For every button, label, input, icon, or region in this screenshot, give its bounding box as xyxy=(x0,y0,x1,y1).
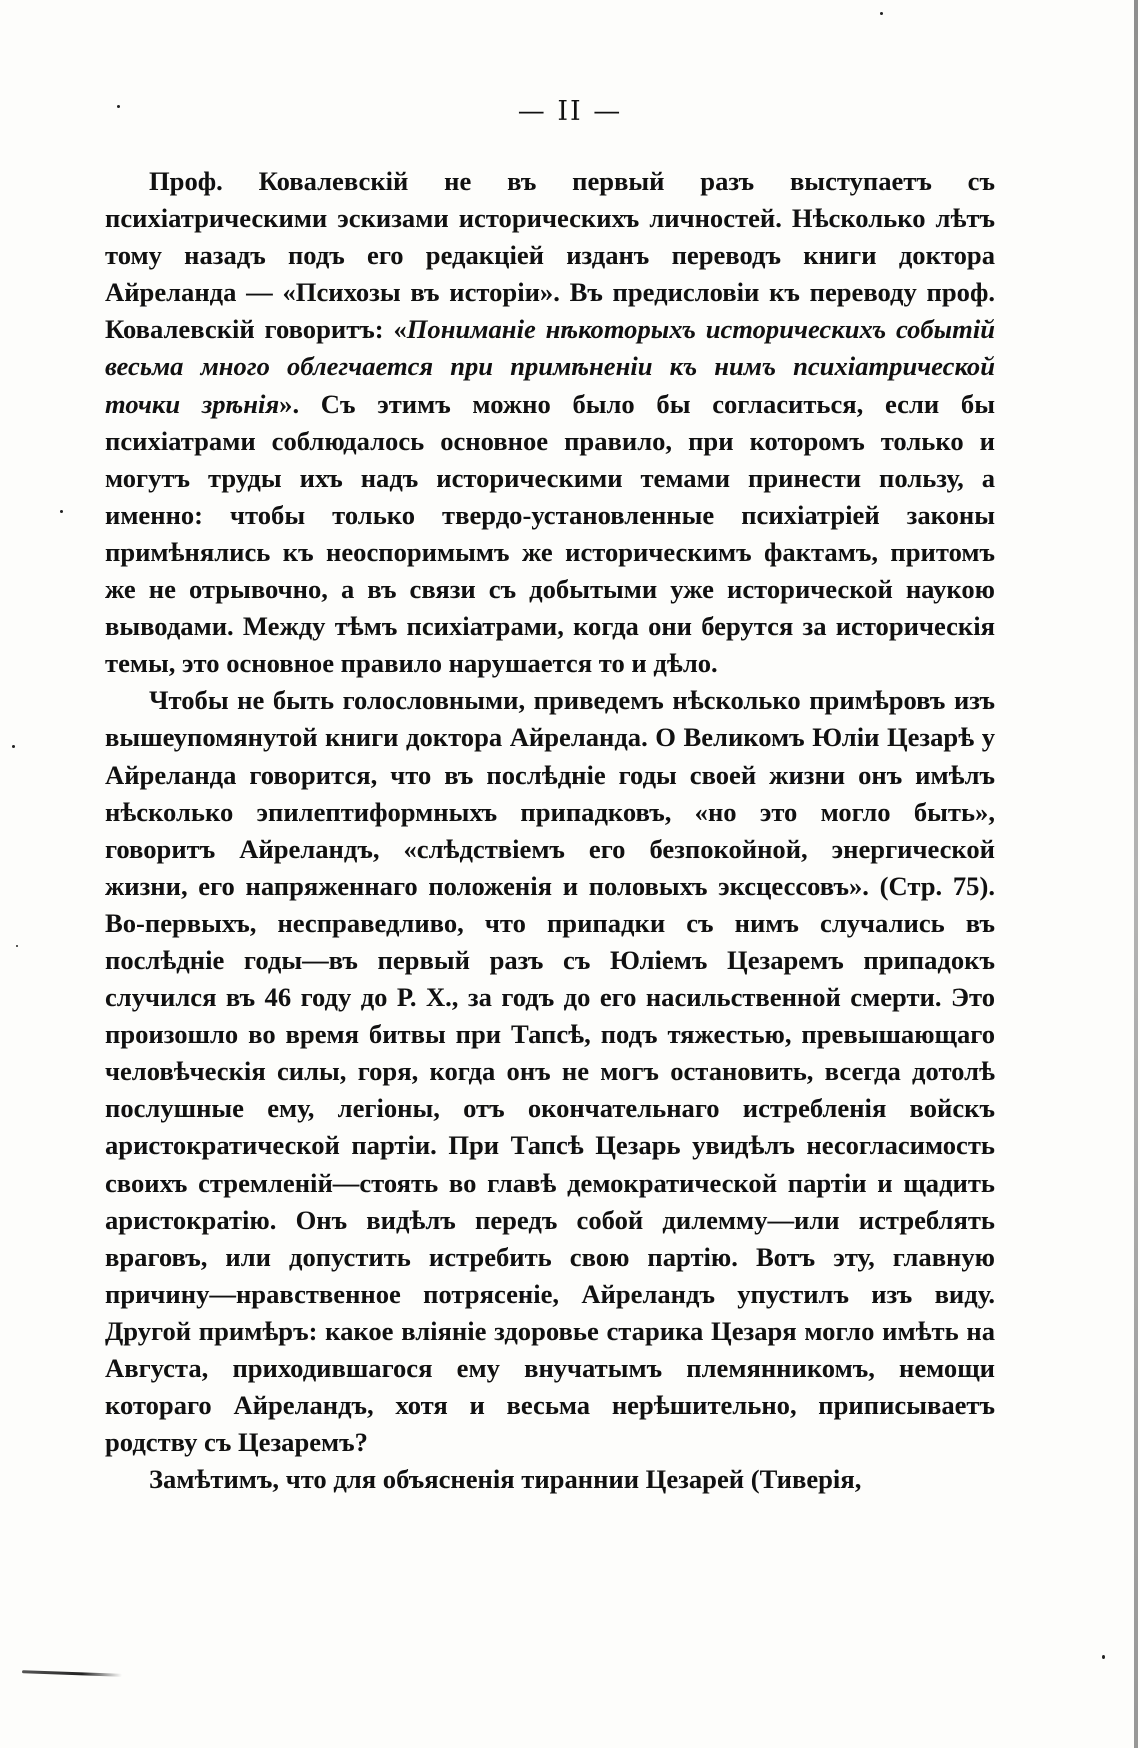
paragraph-1 xyxy=(105,163,995,682)
dust-speck xyxy=(12,745,15,748)
dust-speck xyxy=(60,510,63,513)
dust-speck xyxy=(16,945,18,947)
dust-speck xyxy=(1102,1655,1105,1659)
dust-speck xyxy=(880,12,883,15)
paragraph-3-text: Замѣтимъ, что для объясненія тираннии Цезарей (Тиверія, xyxy=(149,1464,862,1495)
body-text xyxy=(105,163,995,1498)
paragraph-2-text: Чтобы не быть голословными, приведемъ нѣсколько примѣровъ изъ вышеупомянутой книги доктора Айреланда. О Великомъ Юліи Цезарѣ у Айреланда говорится, что въ послѣдніе годы своей жизни онъ имѣлъ нѣсколько эпилептиформныхъ припадковъ, «но это могло быть», говоритъ Айреландъ, «слѣдствіемъ его безпокойной, энергической жизни, его напряженнаго положенія и половыхъ эксцессовъ». (Стр. 75). Во-первыхъ, несправедливо, что припадки съ нимъ случались въ послѣдніе годы—въ первый разъ съ Юліемъ Цезаремъ припадокъ случился въ 46 году до Р. Х., за годъ до его насильственной смерти. Это произошло во время битвы при Тапсѣ, подъ тяжестью, превышающаго человѣческія силы, горя, когда онъ не могъ остановить, всегда дотолѣ послушные ему, легіоны, отъ окончательнаго истребленія войскъ аристократической партіи. При Тапсѣ Цезарь увидѣлъ несогласимость своихъ стремленій—стоять во главѣ демократической партіи и щадить аристократію. Онъ видѣлъ передъ собой дилемму—или истреблять враговъ, или допустить истребить свою партію. Вотъ эту, главную причину—нравственное потрясеніе, Айреландъ упустилъ изъ виду. Другой примѣръ: какое вліяніе здоровье старика Цезаря могло имѣть на Августа, приходившагося ему внучатымъ племянникомъ, немощи котораго Айреландъ, хотя и весьма нерѣшительно, приписываетъ родству съ Цезаремъ? xyxy=(105,685,995,1458)
paragraph-1-text-start: Проф. Ковалевскій не въ первый разъ выступаетъ съ психіатрическими эскизами историческихъ личностей. Нѣсколько лѣтъ тому назадъ подъ его редакціей изданъ переводъ книги доктора Айреланда — «Психозы въ исторіи». Въ предисловіи къ переводу проф. Ковалевскій говоритъ: « xyxy=(105,166,995,345)
page-edge-shadow xyxy=(1134,0,1138,1748)
paragraph-2 xyxy=(105,682,995,1461)
ink-smudge xyxy=(22,1670,122,1676)
dust-speck xyxy=(117,105,120,108)
page-number-header: — II — xyxy=(517,96,623,127)
paragraph-1-text-end: ». Съ этимъ можно было бы согласиться, если бы психіатрами соблюдалось основное правило, при которомъ только и могутъ труды ихъ надъ историческими темами принести пользу, а именно: чтобы только твердо-установленные психіатріей законы примѣнялись къ неоспоримымъ же историческимъ фактамъ, притомъ же не отрывочно, а въ связи съ добытыми уже исторической наукою выводами. Между тѣмъ психіатрами, когда они берутся за историческія темы, это основное правило нарушается то и дѣло. xyxy=(105,388,995,679)
paragraph-1-emphasis: Пониманіе нѣкоторыхъ историческихъ событій весьма много облегчается при примѣненіи къ нимъ психіатрической точки зрѣнія xyxy=(105,314,995,419)
paragraph-3 xyxy=(105,1461,995,1498)
